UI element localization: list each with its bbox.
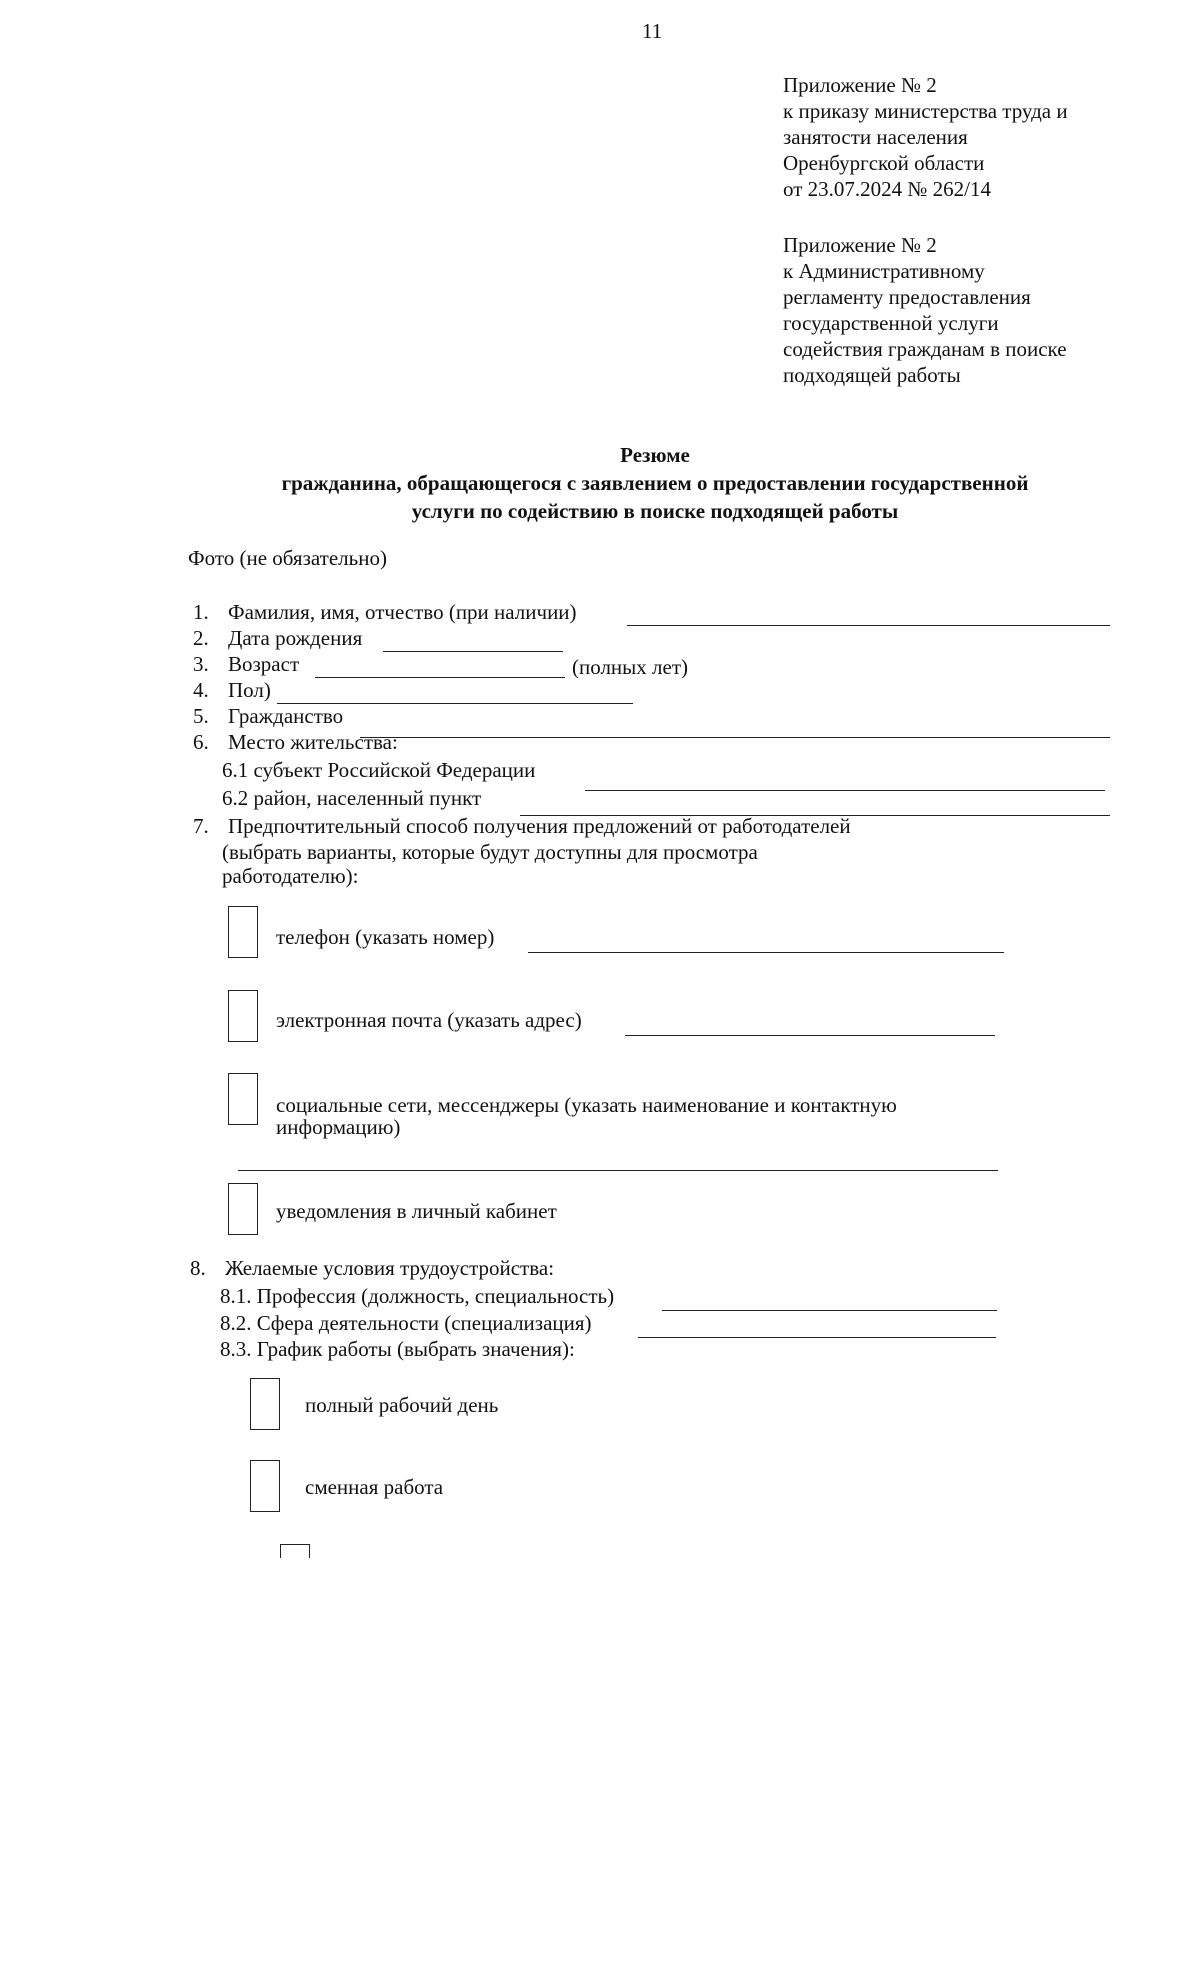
field-of-activity-label: 8.2. Сфера деятельности (специализация) xyxy=(220,1311,592,1335)
region-input-line[interactable] xyxy=(585,790,1105,791)
appendix-line: к приказу министерства труда и xyxy=(783,99,1068,123)
email-option-label: электронная почта (указать адрес) xyxy=(276,1008,582,1032)
field-of-activity-input-line[interactable] xyxy=(638,1337,996,1338)
appendix-line: Приложение № 2 xyxy=(783,233,937,257)
appendix-line: к Административному xyxy=(783,259,985,283)
appendix-line: от 23.07.2024 № 262/14 xyxy=(783,177,992,201)
field-number: 8. xyxy=(190,1256,206,1280)
desired-conditions-label: Желаемые условия трудоустройства: xyxy=(225,1256,555,1280)
appendix-line: занятости населения xyxy=(783,125,968,149)
phone-input-line[interactable] xyxy=(528,952,1004,953)
appendix-line: Оренбургской области xyxy=(783,151,985,175)
social-networks-option-label: социальные сети, мессенджеры (указать наименование и контактную xyxy=(276,1093,897,1117)
profession-label: 8.1. Профессия (должность, специальность) xyxy=(220,1284,615,1308)
field-number: 1. xyxy=(193,600,209,624)
email-input-line[interactable] xyxy=(625,1035,995,1036)
appendix-line: содействия гражданам в поиске xyxy=(783,337,1067,361)
appendix-line: подходящей работы xyxy=(783,363,961,387)
field-number: 7. xyxy=(193,814,209,838)
profession-input-line[interactable] xyxy=(662,1310,997,1311)
document-title: Резюме xyxy=(620,443,690,467)
field-number: 2. xyxy=(193,626,209,650)
shift-work-option-label: сменная работа xyxy=(305,1475,444,1499)
district-label: 6.2 район, населенный пункт xyxy=(222,786,482,810)
appendix-line: государственной услуги xyxy=(783,311,999,335)
age-input-line[interactable] xyxy=(315,677,565,678)
age-suffix: (полных лет) xyxy=(572,655,689,679)
social-networks-checkbox[interactable] xyxy=(228,1073,258,1125)
appendix-line: регламенту предоставления xyxy=(783,285,1031,309)
contact-method-hint-end: работодателю): xyxy=(222,864,359,888)
personal-cabinet-option-label: уведомления в личный кабинет xyxy=(276,1199,557,1223)
field-number: 4. xyxy=(193,678,209,702)
gender-label: Пол) xyxy=(228,678,271,702)
residence-label: Место жительства: xyxy=(228,730,398,754)
field-number: 6. xyxy=(193,730,209,754)
page-number: 11 xyxy=(642,19,663,43)
appendix-regulation-block xyxy=(783,232,1067,388)
shift-work-checkbox[interactable] xyxy=(250,1460,280,1512)
citizenship-input-line[interactable] xyxy=(360,737,1110,738)
region-label: 6.1 субъект Российской Федерации xyxy=(222,758,536,782)
full-day-option-label: полный рабочий день xyxy=(305,1393,499,1417)
age-label: Возраст xyxy=(228,652,300,676)
field-number: 5. xyxy=(193,704,209,728)
document-subtitle-line-2: услуги по содействию в поиске подходящей работы xyxy=(411,499,899,523)
photo-label: Фото (не обязательно) xyxy=(188,546,387,570)
contact-method-hint: (выбрать варианты, которые будут доступны для просмотра xyxy=(222,840,758,864)
work-schedule-label: 8.3. График работы (выбрать значения): xyxy=(220,1337,575,1361)
full-name-input-line[interactable] xyxy=(627,625,1110,626)
birth-date-input-line[interactable] xyxy=(383,651,563,652)
contact-method-label: Предпочтительный способ получения предложений от работодателей xyxy=(228,814,851,838)
field-number: 3. xyxy=(193,652,209,676)
phone-option-label: телефон (указать номер) xyxy=(276,925,495,949)
social-networks-option-label-cont: информацию) xyxy=(276,1115,401,1139)
next-option-checkbox-partial[interactable] xyxy=(280,1544,310,1558)
phone-checkbox[interactable] xyxy=(228,906,258,958)
full-day-checkbox[interactable] xyxy=(250,1378,280,1430)
appendix-line: Приложение № 2 xyxy=(783,73,937,97)
document-subtitle-line-1: гражданина, обращающегося с заявлением о предоставлении государственной xyxy=(281,471,1029,495)
full-name-label: Фамилия, имя, отчество (при наличии) xyxy=(228,600,577,624)
email-checkbox[interactable] xyxy=(228,990,258,1042)
social-networks-input-line[interactable] xyxy=(238,1170,998,1171)
personal-cabinet-checkbox[interactable] xyxy=(228,1183,258,1235)
appendix-order-block xyxy=(783,72,1068,202)
birth-date-label: Дата рождения xyxy=(228,626,363,650)
citizenship-label: Гражданство xyxy=(228,704,344,728)
